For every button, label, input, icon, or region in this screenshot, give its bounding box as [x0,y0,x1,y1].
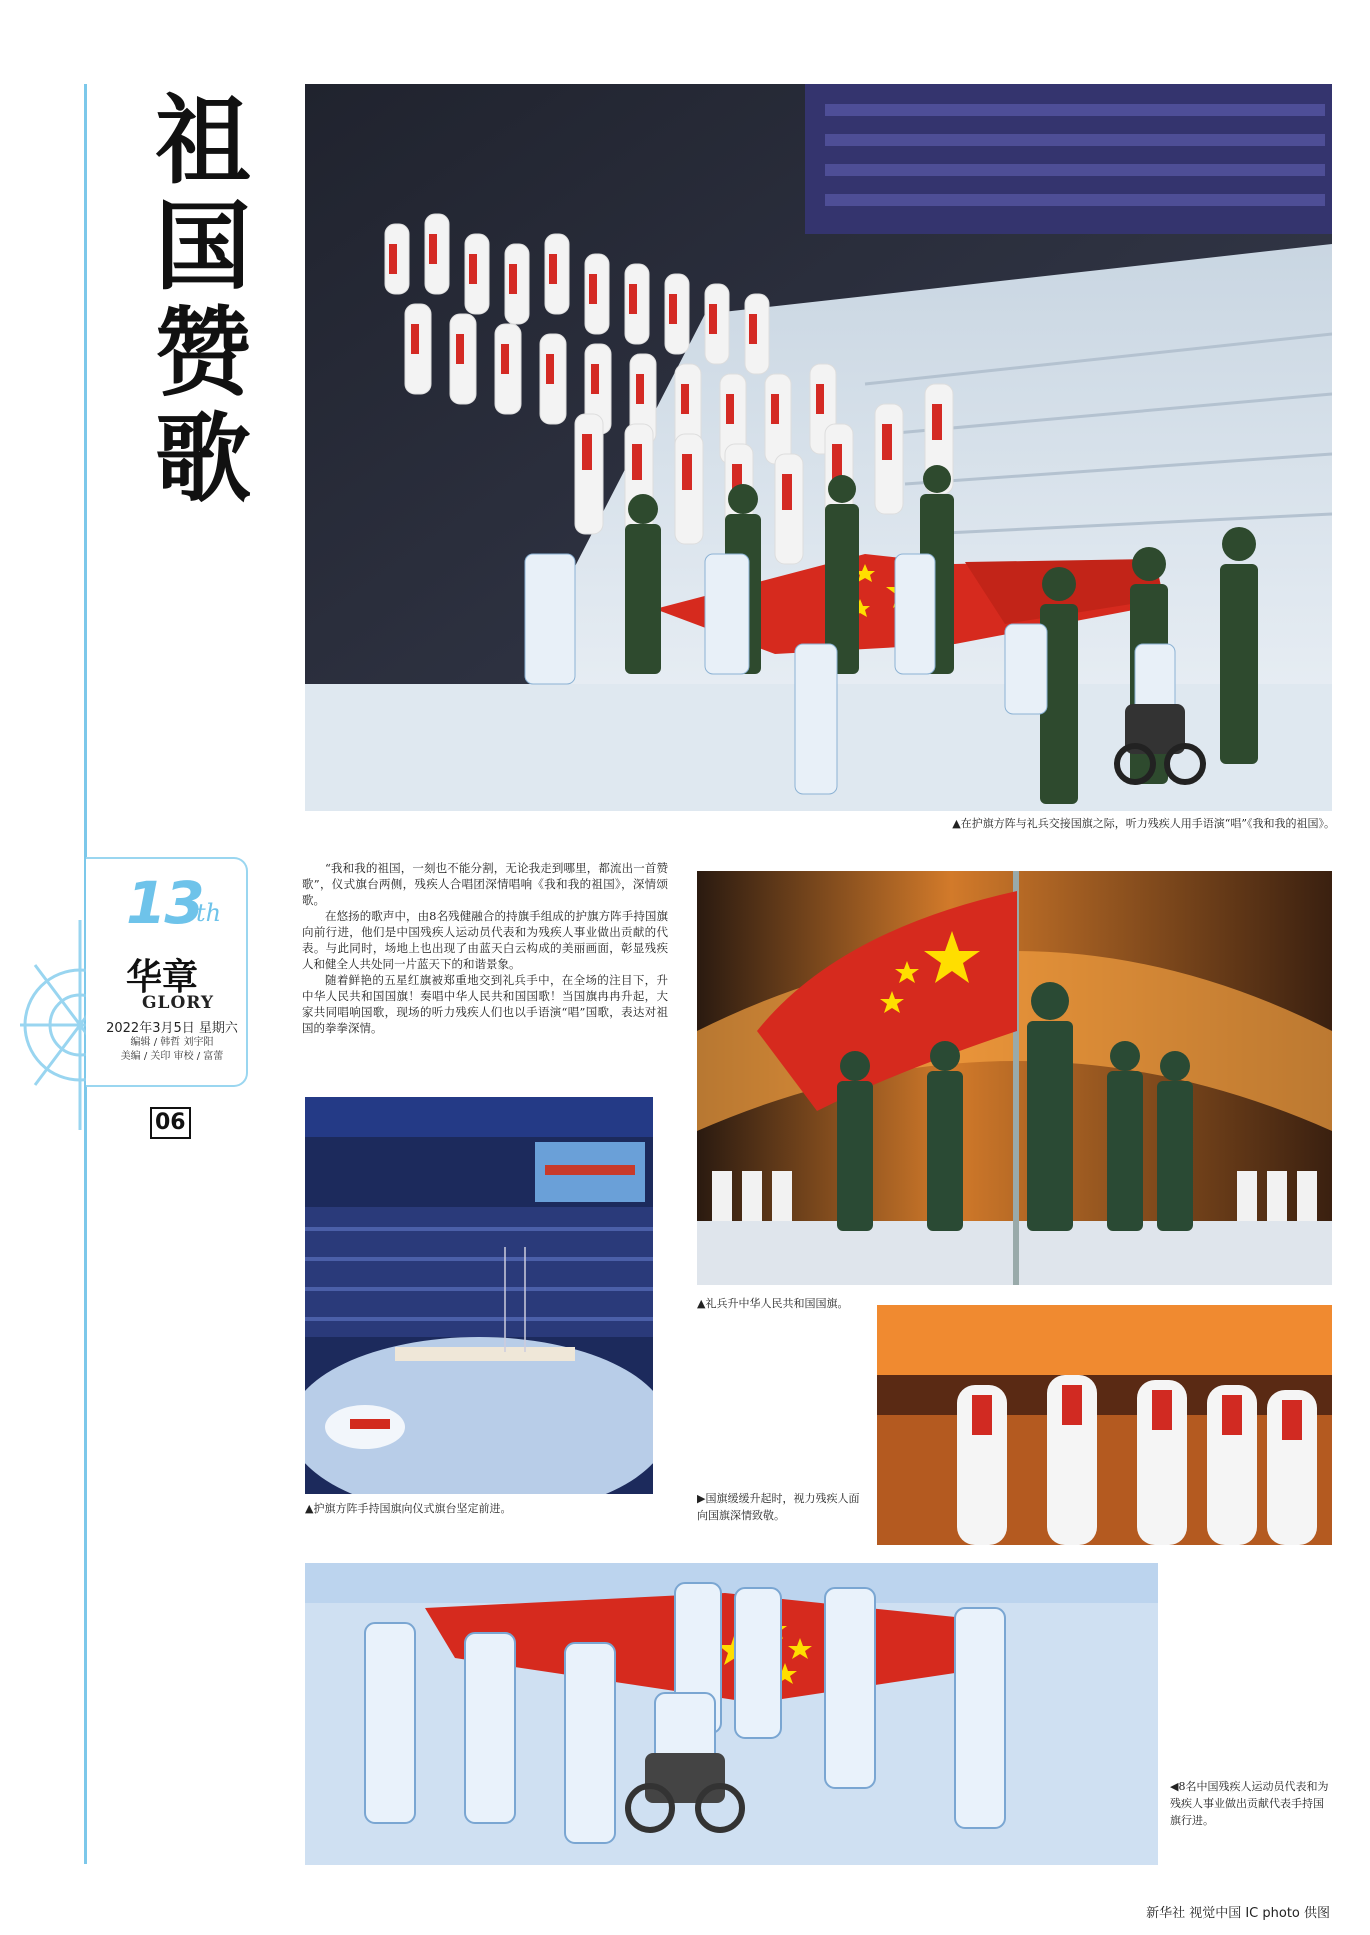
honor-guard-caption: ▲礼兵升中华人民共和国国旗。 [697,1297,849,1310]
stadium-photo [305,1097,653,1494]
main-photo-flag-handover [305,84,1332,811]
stadium-photo-caption: ▲护旗方阵手持国旗向仪式旗台坚定前进。 [305,1502,512,1515]
headline-char: 国 [155,191,251,303]
flag-bearers-photo [305,1563,1158,1865]
flag-bearers-caption: ◀8名中国残疾人运动员代表和为残疾人事业做出贡献代表手持国旗行进。 [1170,1780,1329,1827]
photo-credit: 新华社 视觉中国 IC photo 供图 [1146,1906,1330,1921]
headline-char: 赞 [155,297,251,409]
page-number: 06 [150,1107,191,1139]
masthead-name: 华章 [126,957,199,998]
choir-photo [877,1305,1332,1545]
choir-photo-caption: ▶国旗缓缓升起时，视力残疾人面向国旗深情致敬。 [697,1492,860,1522]
masthead-date: 2022年3月5日 星期六 [106,1021,238,1036]
article-paragraph: 在悠扬的歌声中，由8名残健融合的持旗手组成的护旗方阵手持国旗向前行进，他们是中国残疾人运动员代表和为残疾人事业做出贡献的代表。与此同时，场地上也出现了由蓝天白云构成的美丽画面，彰显残疾人和健全人共处同一片蓝天下的和谐景象。 [302,909,668,971]
headline-char: 祖 [155,85,251,197]
headline-char: 歌 [155,403,251,515]
designer-credit: 美编 / 关印 审校 / 富蕾 [120,1051,224,1062]
masthead-english: GLORY [142,993,215,1013]
page-headline [148,85,258,515]
editor-credit: 编辑 / 韩哲 刘宇阳 [130,1037,214,1048]
article-paragraph: “我和我的祖国，一刻也不能分割，无论我走到哪里，都流出一首赞歌”，仪式旗台两侧，残疾人合唱团深情唱响《我和我的祖国》，深情颂歌。 [302,861,668,907]
honor-guard-photo [697,871,1332,1285]
main-photo-caption: ▲在护旗方阵与礼兵交接国旗之际，听力残疾人用手语演“唱”《我和我的祖国》。 [952,817,1335,830]
article-body [302,860,668,1036]
masthead-block [86,857,248,1087]
masthead-number: 13 [126,869,203,937]
masthead-credits [100,1036,244,1064]
masthead-suffix: th [196,899,222,927]
article-paragraph: 随着鲜艳的五星红旗被郑重地交到礼兵手中，在全场的注目下，升中华人民共和国国旗！奏唱中华人民共和国国歌！当国旗冉冉升起，大家共同唱响国歌，现场的听力残疾人们也以手语演“唱”国歌，表达对祖国的拳拳深情。 [302,973,668,1035]
